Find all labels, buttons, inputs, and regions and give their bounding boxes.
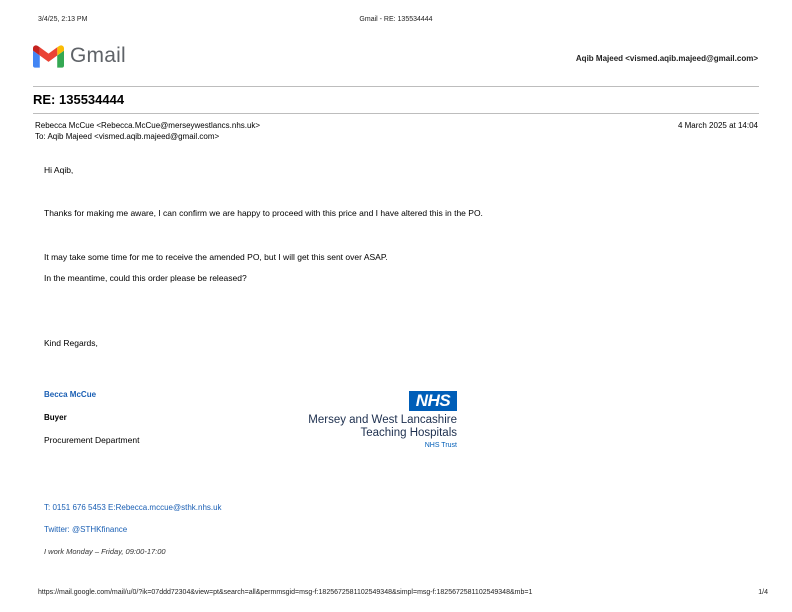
email-to: To: Aqib Majeed <vismed.aqib.majeed@gmail.com>	[35, 132, 220, 141]
nhs-trust-logo	[282, 391, 457, 453]
print-title: Gmail - RE: 135534444	[359, 16, 433, 23]
email-date: 4 March 2025 at 14:04	[677, 121, 758, 130]
email-from: Rebecca McCue <Rebecca.McCue@merseywestlancs.nhs.uk>	[35, 121, 261, 130]
nhs-trust-name-line-1: Mersey and West Lancashire	[308, 414, 457, 426]
print-datetime: 3/4/25, 2:13 PM	[38, 16, 88, 23]
nhs-trust-label: NHS Trust	[424, 442, 457, 449]
print-footer-url: https://mail.google.com/mail/u/0/?ik=07ddd72304&view=pt&search=all&permmsgid=msg-f:1825672581102549348&simpl=msg-f:1825672581102549348&mb=1	[38, 589, 533, 596]
nhs-badge: NHS	[409, 391, 457, 411]
gmail-wordmark: Gmail	[70, 44, 126, 67]
print-page-number: 1/4	[758, 589, 768, 596]
signature-working-hours: I work Monday – Friday, 09:00-17:00	[44, 547, 166, 556]
signature-twitter-link[interactable]: Twitter: @STHKfinance	[44, 525, 128, 534]
email-subject: RE: 135534444	[33, 92, 125, 107]
gmail-logo[interactable]	[33, 44, 126, 68]
subject-divider	[33, 113, 759, 114]
email-greeting: Hi Aqib,	[44, 165, 74, 175]
signature-name: Becca McCue	[44, 390, 97, 399]
nhs-trust-name-line-2: Teaching Hospitals	[360, 427, 457, 439]
signature-contact-link[interactable]: T: 0151 676 5453 E:Rebecca.mccue@sthk.nhs.uk	[44, 503, 222, 512]
signature-department: Procurement Department	[44, 435, 140, 445]
email-closing: Kind Regards,	[44, 338, 98, 348]
email-paragraph-2-line-2: In the meantime, could this order please be released?	[44, 273, 247, 283]
header-divider	[33, 86, 759, 87]
gmail-m-icon	[33, 44, 64, 68]
email-paragraph-2-line-1: It may take some time for me to receive the amended PO, but I will get this sent over ASAP.	[44, 252, 388, 262]
email-paragraph-1: Thanks for making me aware, I can confirm we are happy to proceed with this price and I have altered this in the PO.	[44, 208, 483, 218]
account-identity: Aqib Majeed <vismed.aqib.majeed@gmail.com>	[575, 54, 758, 63]
signature-role: Buyer	[44, 413, 67, 422]
